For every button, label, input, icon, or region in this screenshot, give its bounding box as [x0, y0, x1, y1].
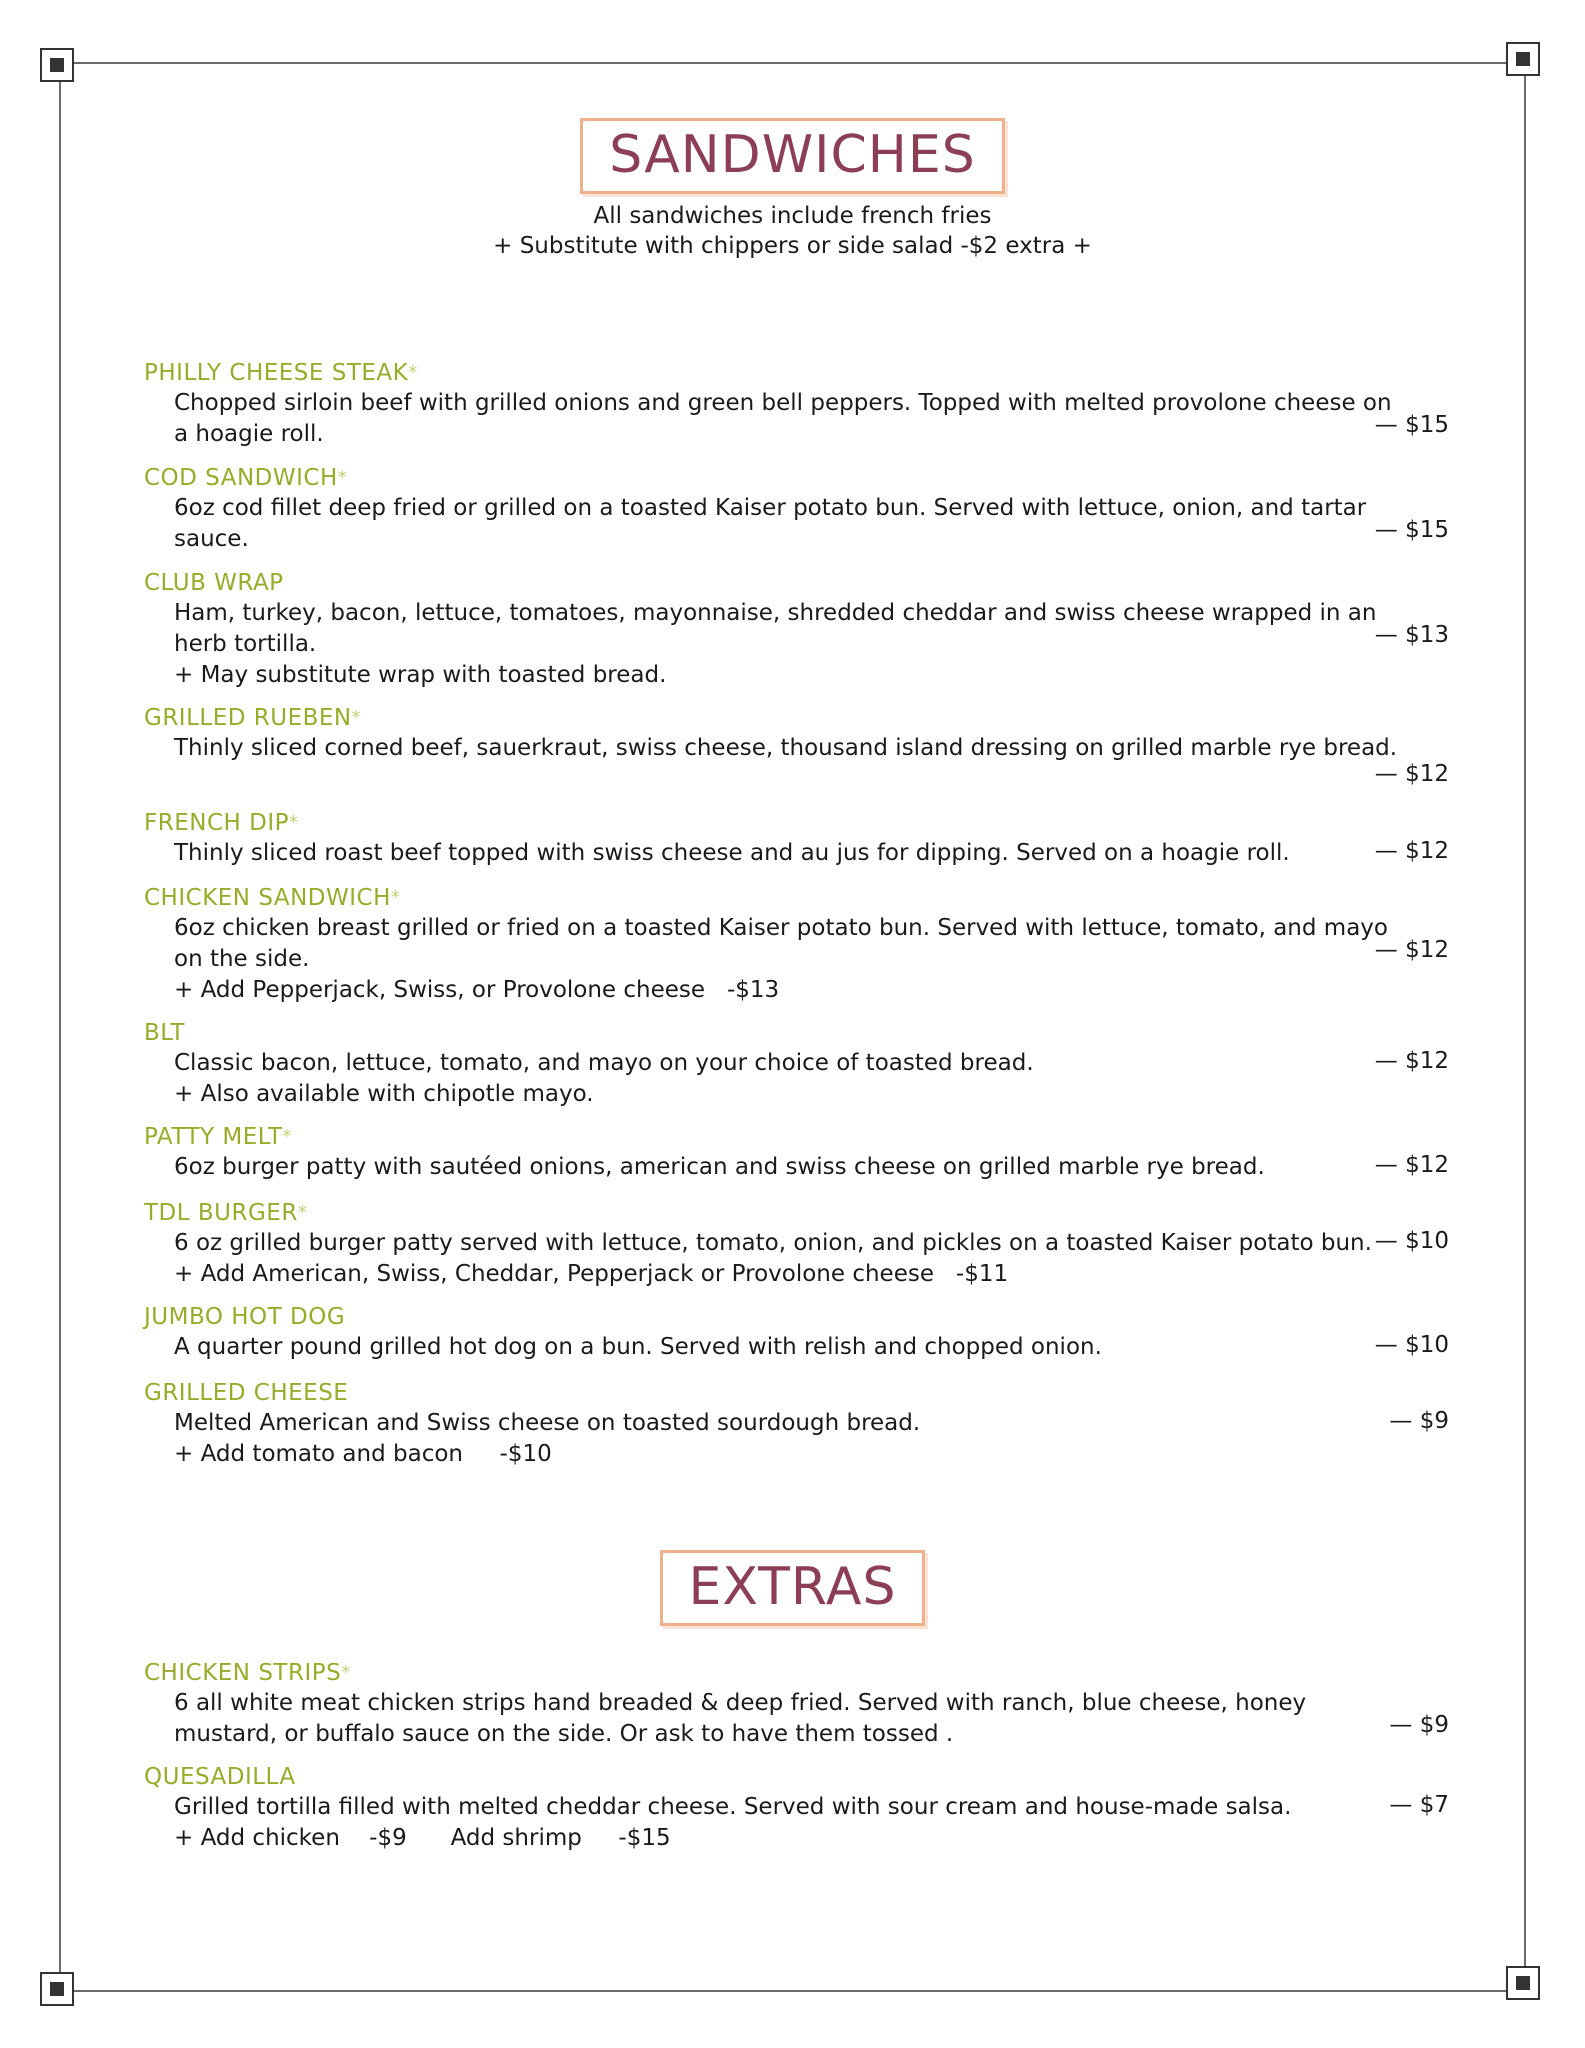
item-description: 6oz burger patty with sautéed onions, american and swiss cheese on grilled marble rye bread.	[174, 1154, 1265, 1180]
item-name: COD SANDWICH	[144, 465, 338, 491]
item-price: — $9	[1389, 1712, 1449, 1738]
item-price: — $12	[1374, 1152, 1449, 1178]
menu-item-grilled-cheese	[144, 1378, 1449, 1470]
menu-item-jumbo-hot-dog	[144, 1302, 1449, 1363]
corner-ornament-top-right	[1506, 42, 1540, 76]
asterisk-mark: *	[288, 812, 299, 833]
item-name: PHILLY CHEESE STEAK	[144, 360, 409, 386]
item-name: JUMBO HOT DOG	[144, 1304, 346, 1330]
item-name: PATTY MELT	[144, 1124, 283, 1150]
item-name: GRILLED CHEESE	[144, 1380, 349, 1406]
item-price: — $15	[1374, 412, 1449, 438]
menu-item-french-dip	[144, 808, 1449, 869]
menu-item-chicken-strips	[144, 1658, 1449, 1750]
corner-ornament-bottom-left	[40, 1972, 74, 2006]
item-description: Thinly sliced corned beef, sauerkraut, swiss cheese, thousand island dressing on grilled marble rye bread.	[174, 735, 1398, 761]
sandwiches-heading	[0, 118, 1585, 194]
menu-item-quesadilla	[144, 1762, 1449, 1854]
asterisk-mark: *	[297, 1202, 308, 1223]
item-name: QUESADILLA	[144, 1764, 296, 1790]
item-addon-note: + Add chicken -$9 Add shrimp -$15	[174, 1825, 671, 1851]
sandwiches-note-1: All sandwiches include french fries	[593, 203, 992, 229]
item-description: Melted American and Swiss cheese on toasted sourdough bread.	[174, 1410, 921, 1436]
menu-item-chicken-sandwich	[144, 883, 1449, 1006]
item-price: — $12	[1374, 838, 1449, 864]
item-addon-note: + Also available with chipotle mayo.	[174, 1081, 594, 1107]
menu-item-club-wrap	[144, 568, 1449, 691]
frame-top-line	[56, 62, 1526, 64]
item-price: — $10	[1374, 1332, 1449, 1358]
item-price: — $12	[1374, 761, 1449, 787]
item-description: Chopped sirloin beef with grilled onions and green bell peppers. Topped with melted provolone cheese on a hoagie roll.	[174, 390, 1392, 447]
item-name: GRILLED RUEBEN	[144, 705, 352, 731]
asterisk-mark: *	[341, 1662, 351, 1683]
item-name: TDL BURGER	[144, 1200, 298, 1226]
item-description: 6oz chicken breast grilled or fried on a toasted Kaiser potato bun. Served with lettuce, tomato, and mayo on the side.	[174, 915, 1388, 972]
item-addon-note: + Add American, Swiss, Cheddar, Pepperjack or Provolone cheese -$11	[174, 1261, 1009, 1287]
asterisk-mark: *	[408, 362, 418, 383]
item-addon-note: + Add Pepperjack, Swiss, or Provolone cheese -$13	[174, 977, 780, 1003]
asterisk-mark: *	[351, 707, 362, 728]
menu-item-philly-cheese-steak	[144, 358, 1449, 450]
item-description: Grilled tortilla filled with melted cheddar cheese. Served with sour cream and house-made salsa.	[174, 1794, 1292, 1820]
item-description: 6 oz grilled burger patty served with lettuce, tomato, onion, and pickles on a toasted Kaiser potato bun.	[174, 1230, 1372, 1256]
item-description: Classic bacon, lettuce, tomato, and mayo on your choice of toasted bread.	[174, 1050, 1034, 1076]
menu-item-cod-sandwich	[144, 463, 1449, 555]
item-name: CHICKEN STRIPS	[144, 1660, 342, 1686]
frame-right-line	[1524, 62, 1526, 1992]
menu-item-patty-melt	[144, 1122, 1449, 1183]
item-price: — $7	[1389, 1792, 1449, 1818]
item-description: 6oz cod fillet deep fried or grilled on a toasted Kaiser potato bun. Served with lettuce, onion, and tartar sauce.	[174, 495, 1367, 552]
extras-heading	[0, 1550, 1585, 1626]
item-name: BLT	[144, 1020, 185, 1046]
menu-item-blt	[144, 1018, 1449, 1110]
item-name: CLUB WRAP	[144, 570, 284, 596]
extras-title: EXTRAS	[660, 1550, 926, 1626]
asterisk-mark: *	[390, 887, 401, 908]
frame-left-line	[59, 62, 61, 1992]
asterisk-mark: *	[337, 467, 348, 488]
sandwiches-note-2: + Substitute with chippers or side salad -$2 extra +	[493, 233, 1092, 259]
frame-bottom-line	[56, 1990, 1526, 1992]
menu-item-tdl-burger	[144, 1198, 1449, 1290]
item-description: Thinly sliced roast beef topped with swiss cheese and au jus for dipping. Served on a hoagie roll.	[174, 840, 1290, 866]
item-description: 6 all white meat chicken strips hand breaded & deep fried. Served with ranch, blue cheese, honey mustard, or buffalo sauce on the side. Or ask to have them tossed .	[174, 1690, 1307, 1747]
item-description: A quarter pound grilled hot dog on a bun. Served with relish and chopped onion.	[174, 1334, 1102, 1360]
item-price: — $12	[1374, 937, 1449, 963]
item-addon-note: + Add tomato and bacon -$10	[174, 1441, 552, 1467]
menu-item-grilled-rueben	[144, 703, 1449, 787]
item-price: — $12	[1374, 1048, 1449, 1074]
item-name: CHICKEN SANDWICH	[144, 885, 391, 911]
item-price: — $10	[1374, 1228, 1449, 1254]
item-price: — $13	[1374, 622, 1449, 648]
asterisk-mark: *	[282, 1126, 292, 1147]
corner-ornament-bottom-right	[1506, 1966, 1540, 2000]
item-price: — $9	[1389, 1408, 1449, 1434]
item-description: Ham, turkey, bacon, lettuce, tomatoes, mayonnaise, shredded cheddar and swiss cheese wrapped in an herb tortilla.	[174, 600, 1377, 657]
sandwiches-title: SANDWICHES	[580, 118, 1005, 194]
item-addon-note: + May substitute wrap with toasted bread.	[174, 662, 667, 688]
corner-ornament-top-left	[40, 48, 74, 82]
item-name: FRENCH DIP	[144, 810, 289, 836]
item-price: — $15	[1374, 517, 1449, 543]
